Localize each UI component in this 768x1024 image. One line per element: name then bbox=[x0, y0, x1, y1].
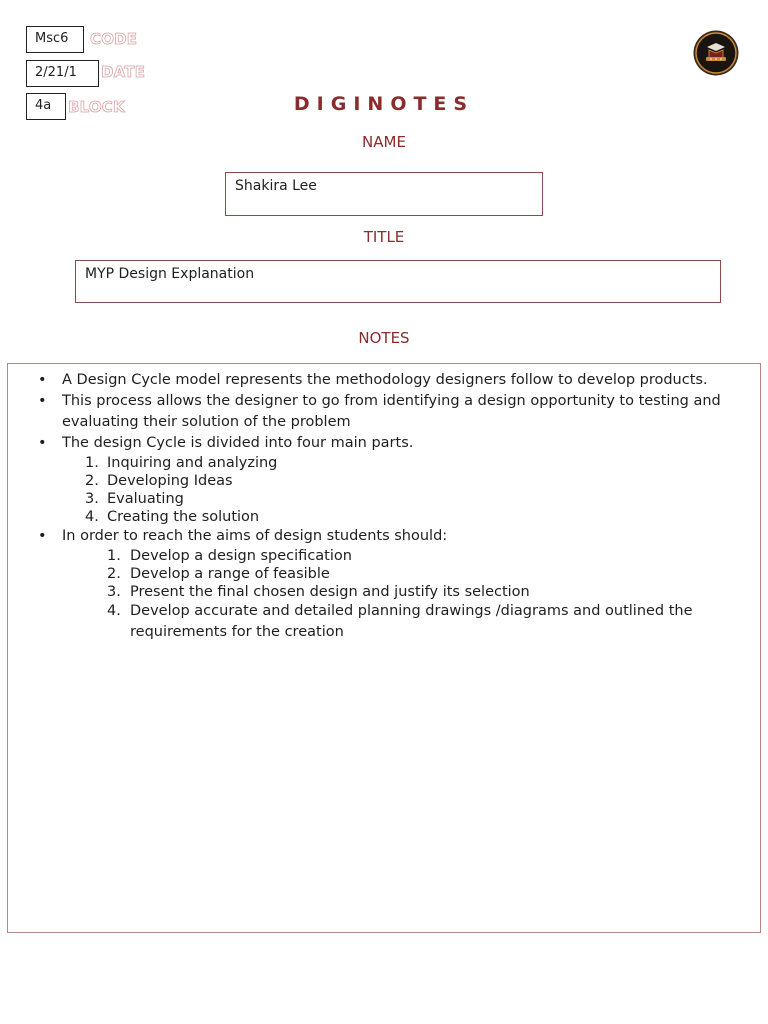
date-label: DATE bbox=[101, 63, 146, 81]
list-item: 2. Develop a range of feasible bbox=[107, 566, 330, 582]
list-item: 3. Present the final chosen design and justify its selection bbox=[107, 584, 530, 600]
list-item: 4. Creating the solution bbox=[85, 509, 260, 525]
title-heading: TITLE bbox=[363, 228, 405, 246]
list-item-text: A Design Cycle model represents the methodology designers follow to develop products. bbox=[62, 372, 708, 388]
design-parts-list bbox=[8, 454, 760, 526]
list-item: 3. Evaluating bbox=[85, 491, 184, 507]
list-item: 1. Inquiring and analyzing bbox=[85, 455, 278, 471]
page-title: DIGINOTES bbox=[293, 93, 475, 115]
name-heading: NAME bbox=[362, 133, 406, 151]
block-label: BLOCK bbox=[68, 98, 125, 116]
list-item: 2. Developing Ideas bbox=[85, 473, 233, 489]
list-item-text: In order to reach the aims of design students should: bbox=[62, 528, 448, 544]
block-field[interactable]: 4a bbox=[26, 93, 66, 120]
date-field[interactable]: 2/21/1 bbox=[26, 60, 99, 87]
list-item: 1. Develop a design specification bbox=[107, 548, 352, 564]
code-label: CODE bbox=[90, 30, 138, 48]
notes-heading: NOTES bbox=[358, 329, 410, 347]
notes-area[interactable] bbox=[7, 363, 761, 933]
list-item bbox=[8, 391, 760, 433]
list-item: 4. Develop accurate and detailed planning drawings /diagrams and outlined the requirements for the creation bbox=[107, 603, 693, 640]
title-field[interactable]: MYP Design Explanation bbox=[75, 260, 721, 303]
list-item bbox=[8, 526, 760, 547]
design-aims-list bbox=[8, 547, 760, 643]
name-field[interactable]: Shakira Lee bbox=[225, 172, 543, 216]
list-item bbox=[8, 433, 760, 454]
list-item bbox=[8, 370, 760, 391]
code-field[interactable]: Msc6 bbox=[26, 26, 84, 53]
list-item-text: This process allows the designer to go from identifying a design opportunity to testing and evaluating their solution of the problem bbox=[62, 393, 721, 430]
school-crest-icon bbox=[693, 30, 739, 76]
list-item-text: The design Cycle is divided into four main parts. bbox=[62, 435, 414, 451]
